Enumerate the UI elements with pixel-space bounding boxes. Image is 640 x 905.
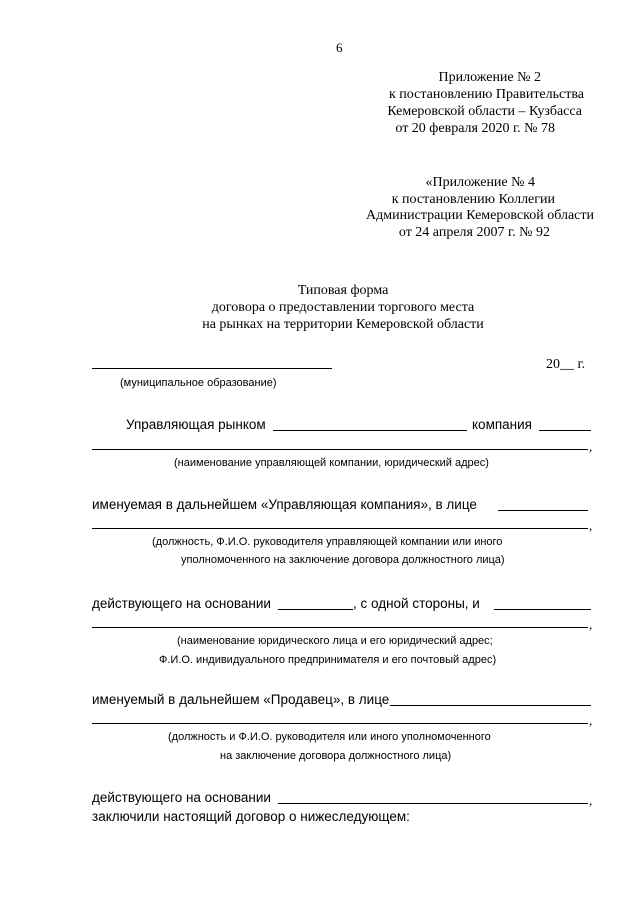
seller-caption-1: (наименование юридического лица и его юридический адрес; (177, 635, 493, 647)
appendix-4-line-4: от 24 апреля 2007 г. № 92 (398, 225, 550, 240)
one-side-text: , с одной стороны, и (353, 596, 480, 611)
company-representative-field[interactable] (498, 510, 588, 511)
appendix-4-line-1: «Приложение № 4 (425, 175, 535, 190)
seller-representative-field-2[interactable] (92, 723, 588, 724)
appendix-4-line-2: к постановлению Коллегии (391, 192, 555, 207)
seller-representative-field[interactable] (390, 705, 591, 706)
basis-field[interactable] (278, 609, 353, 610)
comma: , (589, 617, 593, 632)
other-party-field[interactable] (494, 609, 591, 610)
acting-basis-text: действующего на основании (92, 596, 271, 611)
seller-rep-caption-1: (должность и Ф.И.О. руководителя или иного уполномоченного (168, 731, 491, 743)
comma: , (589, 793, 593, 808)
title-line-2: договора о предоставлении торгового места (211, 300, 475, 315)
appendix-2-line-3: Кемеровской области – Кузбасса (387, 104, 582, 119)
company-extra-field[interactable] (539, 430, 591, 431)
page-number: 6 (336, 40, 343, 55)
comma: , (589, 439, 593, 454)
municipality-caption: (муниципальное образование) (120, 377, 277, 389)
municipality-field[interactable] (92, 368, 332, 369)
title-line-1: Типовая форма (297, 283, 389, 298)
seller-basis-field[interactable] (278, 803, 588, 804)
comma: , (589, 713, 593, 728)
seller-caption-2: Ф.И.О. индивидуального предпринимателя и его почтовый адрес) (159, 654, 497, 666)
managing-company-label: Управляющая рынком (126, 417, 266, 432)
appendix-2-line-2: к постановлению Правительства (388, 87, 584, 102)
named-seller-text: именуемый в дальнейшем «Продавец», в лице (92, 692, 390, 707)
concluded-text: заключили настоящий договор о нижеследующем: (92, 809, 410, 824)
title-line-3: на рынках на территории Кемеровской области (202, 317, 484, 332)
managing-company-field[interactable] (273, 430, 467, 431)
company-representative-field-2[interactable] (92, 528, 588, 529)
company-caption: (наименование управляющей компании, юридический адрес) (174, 457, 489, 469)
appendix-4-line-3: Администрации Кемеровской области (366, 208, 594, 223)
year-field[interactable]: 20__ г. (546, 357, 586, 372)
company-name-field[interactable] (92, 449, 588, 450)
named-company-text: именуемая в дальнейшем «Управляющая компания», в лице (92, 497, 477, 512)
seller-name-field[interactable] (92, 627, 588, 628)
appendix-2-line-4: от 20 февраля 2020 г. № 78 (395, 121, 555, 136)
seller-rep-caption-2: на заключение договора должностного лица) (220, 750, 452, 762)
representative-caption-2: уполномоченного на заключение договора должностного лица) (181, 554, 505, 566)
acting-basis-text-2: действующего на основании (92, 790, 271, 805)
comma: , (589, 518, 593, 533)
representative-caption-1: (должность, Ф.И.О. руководителя управляющей компании или иного (152, 536, 503, 548)
appendix-2-line-1: Приложение № 2 (438, 70, 541, 85)
company-word: компания (472, 417, 532, 432)
